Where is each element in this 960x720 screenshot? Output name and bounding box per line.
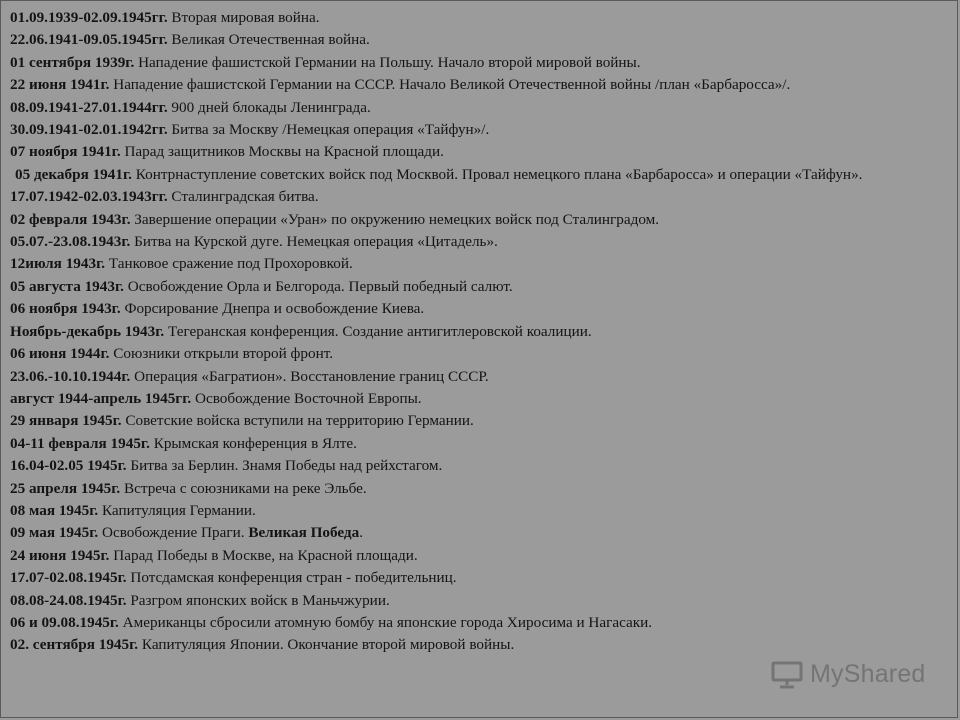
entry-date: 16.04-02.05 1945г. bbox=[10, 457, 127, 475]
entry-date: 17.07-02.08.1945г. bbox=[10, 569, 127, 587]
chronology-entry bbox=[10, 343, 940, 365]
entry-date: 06 июня 1944г. bbox=[10, 345, 110, 363]
entry-date: август 1944-апрель 1945гг. bbox=[10, 389, 192, 407]
entry-text: Американцы сбросили атомную бомбу на японские города Хиросима и Нагасаки. bbox=[118, 613, 653, 631]
entry-date: 30.09.1941-02.01.1942гг. bbox=[10, 121, 168, 139]
presentation-screen-icon bbox=[770, 661, 804, 689]
entry-date: 08 мая 1945г. bbox=[10, 501, 99, 519]
myshared-watermark bbox=[770, 660, 926, 689]
entry-text: Битва за Москву /Немецкая операция «Тайфун»/. bbox=[167, 121, 490, 139]
entry-text: Сталинградская битва. bbox=[167, 188, 319, 206]
chronology-entry bbox=[10, 164, 940, 186]
chronology-entry bbox=[10, 634, 940, 656]
entry-text: Крымская конференция в Ялте. bbox=[149, 434, 357, 452]
chronology-entry bbox=[10, 231, 940, 253]
entry-text: Капитуляция Японии. Окончание второй мировой войны. bbox=[138, 636, 515, 654]
entry-text: Советские войска вступили на территорию Германии. bbox=[121, 412, 474, 430]
chronology-entry bbox=[10, 141, 940, 163]
entry-date: 08.09.1941-27.01.1944гг. bbox=[10, 98, 168, 116]
chronology-entry bbox=[10, 276, 940, 298]
entry-date: 09 мая 1945г. bbox=[10, 524, 99, 542]
entry-text: Нападение фашистской Германии на Польшу. Начало второй мировой войны. bbox=[134, 53, 641, 71]
entry-date: 04-11 февраля 1945г. bbox=[10, 434, 150, 452]
chronology-entry bbox=[10, 97, 940, 119]
chronology-entry bbox=[10, 545, 940, 567]
chronology-entry bbox=[10, 500, 940, 522]
watermark-text: MyShared bbox=[810, 660, 926, 688]
entry-date: 06 и 09.08.1945г. bbox=[10, 613, 119, 631]
entry-date: 02. сентября 1945г. bbox=[10, 636, 139, 654]
entry-text: Битва за Берлин. Знамя Победы над рейхстагом. bbox=[126, 457, 443, 475]
chronology-entry bbox=[10, 433, 940, 455]
entry-text: Вторая мировая война. bbox=[167, 9, 320, 26]
entry-text: Парад Победы в Москве, на Красной площади. bbox=[109, 546, 418, 564]
entry-date: 07 ноября 1941г. bbox=[10, 143, 121, 161]
entry-date: 02 февраля 1943г. bbox=[10, 210, 131, 228]
chronology-entry bbox=[10, 590, 940, 612]
chronology-entry bbox=[10, 119, 940, 141]
entry-text: Нападение фашистской Германии на СССР. Начало Великой Отечественной войны /план «Барбаросса»/. bbox=[109, 76, 791, 94]
entry-text: Встреча с союзниками на реке Эльбе. bbox=[120, 479, 367, 497]
chronology-entry bbox=[10, 29, 940, 51]
chronology-entry bbox=[10, 522, 940, 544]
entry-text: Освобождение Восточной Европы. bbox=[191, 389, 422, 407]
entry-text-end: . bbox=[359, 524, 363, 542]
chronology-entry bbox=[10, 567, 940, 589]
chronology-entry bbox=[10, 366, 940, 388]
entry-text: Танковое сражение под Прохоровкой. bbox=[105, 255, 353, 273]
entry-date: Ноябрь-декабрь 1943г. bbox=[10, 322, 165, 340]
entry-text: Тегеранская конференция. Создание антигитлеровской коалиции. bbox=[164, 322, 592, 340]
chronology-entry bbox=[10, 410, 940, 432]
chronology-entry bbox=[10, 7, 940, 29]
chronology-entry bbox=[10, 186, 940, 208]
chronology-entry bbox=[10, 612, 940, 634]
entry-text: Контрнаступление советских войск под Москвой. Провал немецкого плана «Барбаросса» и операции «Тайфун». bbox=[131, 165, 863, 183]
chronology-entry bbox=[10, 388, 940, 410]
entry-date: 01.09.1939-02.09.1945гг. bbox=[10, 9, 168, 26]
entry-date: 08.08-24.08.1945г. bbox=[10, 591, 127, 609]
entry-date: 17.07.1942-02.03.1943гг. bbox=[10, 188, 168, 206]
chronology-entry bbox=[10, 209, 940, 231]
entry-date: 22 июня 1941г. bbox=[10, 76, 110, 94]
entry-date: 01 сентября 1939г. bbox=[10, 53, 135, 71]
entry-date: 25 апреля 1945г. bbox=[10, 479, 121, 497]
entry-text: Форсирование Днепра и освобождение Киева. bbox=[120, 300, 425, 318]
chronology-entry bbox=[10, 298, 940, 320]
entry-date: 05 декабря 1941г. bbox=[15, 165, 132, 183]
entry-date: 24 июня 1945г. bbox=[10, 546, 110, 564]
entry-text: Великая Отечественная война. bbox=[167, 31, 370, 49]
chronology-entry bbox=[10, 478, 940, 500]
chronology-entry bbox=[10, 52, 940, 74]
entry-text: Парад защитников Москвы на Красной площади. bbox=[120, 143, 444, 161]
entry-text: Капитуляция Германии. bbox=[98, 501, 256, 519]
chronology-list bbox=[10, 7, 940, 657]
entry-text: Освобождение Орла и Белгорода. Первый победный салют. bbox=[123, 277, 513, 295]
chronology-entry bbox=[10, 321, 940, 343]
entry-date: 05 августа 1943г. bbox=[10, 277, 124, 295]
entry-date: 29 января 1945г. bbox=[10, 412, 122, 430]
chronology-entry bbox=[10, 253, 940, 275]
entry-text: Союзники открыли второй фронт. bbox=[109, 345, 333, 363]
entry-text: 900 дней блокады Ленинграда. bbox=[167, 98, 371, 116]
chronology-entry bbox=[10, 455, 940, 477]
entry-text: Битва на Курской дуге. Немецкая операция «Цитадель». bbox=[130, 233, 498, 251]
chronology-entry bbox=[10, 74, 940, 96]
entry-text: Операция «Багратион». Восстановление границ СССР. bbox=[130, 367, 489, 385]
entry-date: 06 ноября 1943г. bbox=[10, 300, 121, 318]
entry-date: 12июля 1943г. bbox=[10, 255, 106, 273]
entry-date: 05.07.-23.08.1943г. bbox=[10, 233, 131, 251]
entry-text: Завершение операции «Уран» по окружению немецких войск под Сталинградом. bbox=[130, 210, 660, 228]
entry-text: Потсдамская конференция стран - победительниц. bbox=[126, 569, 457, 587]
entry-text: Разгром японских войск в Маньчжурии. bbox=[126, 591, 390, 609]
entry-date: 22.06.1941-09.05.1945гг. bbox=[10, 31, 168, 49]
victory-emphasis: Великая Победа bbox=[248, 524, 360, 542]
entry-date: 23.06.-10.10.1944г. bbox=[10, 367, 131, 385]
entry-text: Освобождение Праги. bbox=[98, 524, 249, 542]
